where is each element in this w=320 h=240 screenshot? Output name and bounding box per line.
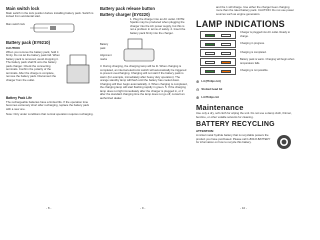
battery-text: When you remove the battery pack, hold it firmly. Do not let the battery pack fall. When battery pack is removed, avoid dropping it. The battery pack shall fit onto the battery pack charger. Check the connecting terminals. Confirm the polarity of the terminals. After the charge is complete, remove the battery pack. Disconnect the charger from the outlet. <box>6 49 60 82</box>
main-switch-figure-label: Main switch lock <box>6 22 25 26</box>
green-lamp-icon <box>205 43 215 46</box>
column-middle <box>100 6 188 100</box>
recycling-row <box>196 134 296 156</box>
lamp-label-3: Charging is completed. <box>240 51 267 55</box>
battery-pack-illustration <box>64 53 94 87</box>
lamp-indications-heading: LAMP INDICATIONS <box>196 19 285 30</box>
lamp-row-2 <box>200 40 236 48</box>
maintenance-text: Use only a dry, soft cloth for wiping the unit. Do not use a damp cloth, thinner, benzine, or other volatile solvents for cleaning. <box>196 111 292 119</box>
recycling-text: A nickel metal hydride battery that is recyclable powers the product you have purchased. Please call 1-800-8-BATTERY for information on how to recycle this battery. <box>196 133 271 145</box>
charger-illustration <box>120 37 160 63</box>
green-lamp-icon <box>205 70 215 73</box>
recycling-heading: BATTERY RECYCLING <box>196 121 275 129</box>
orange-lamp-icon <box>221 52 231 55</box>
page-number-middle: - 9 - <box>140 206 146 210</box>
symbol-row-3 <box>196 95 296 100</box>
page-number-left: - 8 - <box>46 206 52 210</box>
figure-label-battery-pack: Battery pack <box>100 43 109 50</box>
charger-steps: 1. Plug the charger into an AC outlet. NOTE: Sparks may be produced when plugging the charger into the AC power supply, but this is not a problem in terms of safety. 2. Insert the battery pack firmly into the charger. <box>130 17 186 35</box>
lamp-label-4: Battery pack is warm. Charging will begin when temperature falls. <box>240 58 295 65</box>
battery-figure-row <box>6 51 94 95</box>
release-button-heading: Battery pack release button <box>100 6 155 11</box>
maintenance-heading: Maintenance <box>196 103 244 113</box>
lamp-row-4 <box>200 58 236 66</box>
column-right <box>196 6 296 156</box>
symbol-list <box>196 79 296 100</box>
lamp-row-3 <box>200 49 236 57</box>
battery-life-heading: Battery Pack Life <box>6 95 32 100</box>
slotted-bit-icon: ⊖ <box>196 87 200 93</box>
charger-figure <box>100 37 188 65</box>
charger-intro-text: and the 1 will charge. Use either the charger been charging more than the rated battery pack. CAUTION: Do not use power sources such as engine generators. <box>216 5 295 16</box>
lamp-label-1: Charger is plugged into AC outlet. Ready to charge. <box>240 31 290 38</box>
orange-lamp-icon <box>221 70 231 73</box>
main-switch-text: Main switch in the lock position before installing battery pack. Switch is locked from accidental start. <box>6 11 94 19</box>
symbol-label-3: Lit Philips bit <box>201 95 219 100</box>
main-switch-heading: Main switch lock <box>6 6 40 11</box>
lamp-label-5: Charging is not possible. <box>240 69 269 73</box>
lamp-row-5 <box>200 67 236 75</box>
lamp-table <box>196 31 296 75</box>
note-text: Note: Only under conditions that normal operation requires recharging. <box>6 112 94 117</box>
lamp-label-2: Charging in progress. <box>240 42 265 46</box>
orange-lamp-icon <box>221 43 231 46</box>
drill-switch-illustration <box>30 21 90 37</box>
symbol-row-2 <box>196 87 296 92</box>
green-lamp-icon <box>205 52 215 55</box>
orange-lamp-icon <box>221 34 231 37</box>
recycling-sub: ATTENTION: <box>196 129 214 134</box>
symbol-label-2: Slotted head bit <box>201 87 223 92</box>
battery-caution-heading: CAUTION <box>6 45 20 50</box>
symbol-row-1 <box>196 79 296 84</box>
green-lamp-icon <box>205 34 215 37</box>
philips-bit-icon: ⊕ <box>196 95 200 101</box>
battery-life-text: The rechargeable batteries have a limited life. If the operation time becomes extremely short after recharging, replace the battery pack with a new one. <box>6 99 90 111</box>
page-number-right: - 10 - <box>240 206 248 210</box>
recycling-seal-icon <box>276 134 292 150</box>
charging-text: 3. During charging, the charging lamp will be lit. When charging is completed, an internal electronic switch will automatically be triggered to prevent overcharging. Charging will not start if the battery pack is warm (for example, immediately after heavy duty operation). The orange standby lamp will flash until the battery has cooled down. Charging will then begin automatically. 4. When charging is completed, the charging lamp will start flashing rapidly in green. 5. If the charging lamp does not light immediately after the charger is plugged in, or if after the standard charging time the lamp does not go off, consult an authorized dealer. <box>100 64 188 100</box>
orange-lamp-icon <box>221 61 231 64</box>
main-switch-figure <box>6 21 94 37</box>
lamp-row-1 <box>200 31 236 39</box>
green-lamp-icon <box>205 61 215 64</box>
column-left <box>6 6 94 117</box>
symbol-label-1: Lit (Philips bit) <box>201 79 221 84</box>
philips-bit-icon: ⊕ <box>196 79 200 85</box>
charger-heading: Battery charger (EY0220) <box>100 12 150 17</box>
battery-heading: Battery pack (EY9210) <box>6 39 50 45</box>
figure-label-alignment: Alignment marks <box>100 54 112 61</box>
